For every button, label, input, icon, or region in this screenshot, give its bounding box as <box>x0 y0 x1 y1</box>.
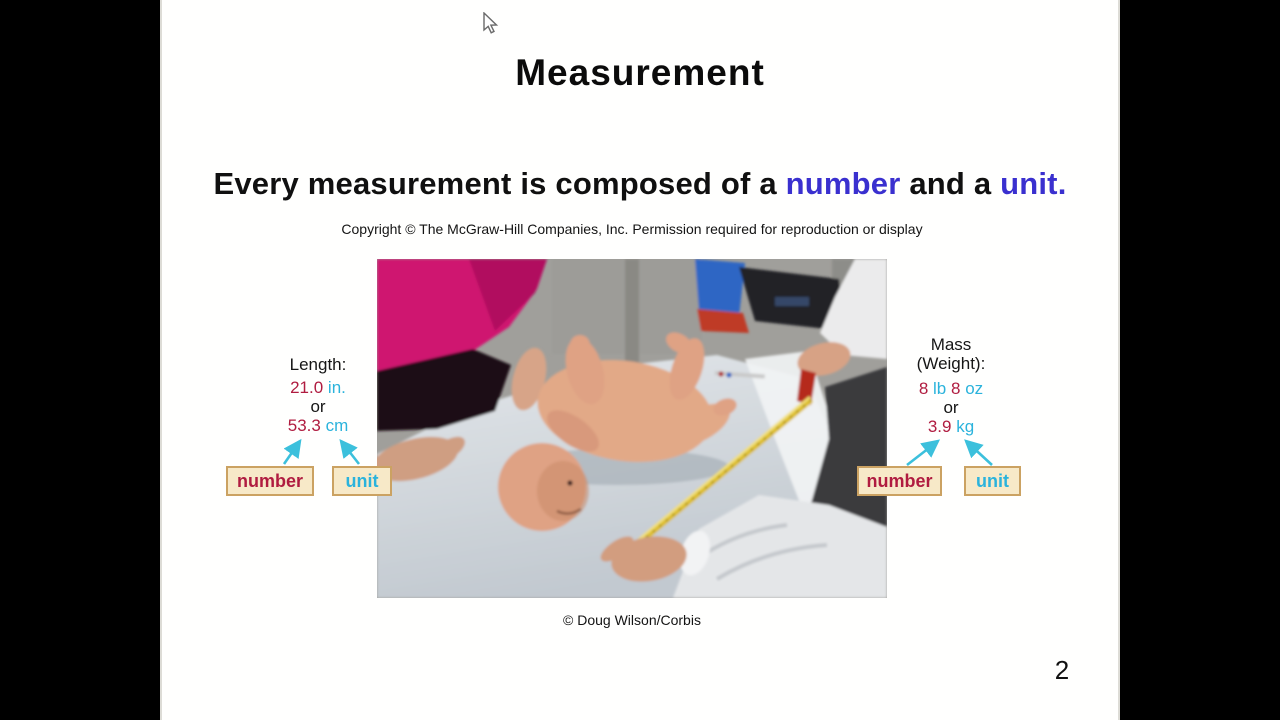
presentation-slide[interactable] <box>160 0 1120 720</box>
mass-or: or <box>943 398 959 417</box>
length-unit-in: in. <box>327 378 346 397</box>
mass-value-lb-oz <box>871 379 1031 398</box>
copyright-line: Copyright © The McGraw-Hill Companies, Inc. Permission required for reproduction or display <box>341 221 923 237</box>
length-number-box: number <box>226 466 314 496</box>
mass-unit-box: unit <box>964 466 1021 496</box>
slide-subtitle <box>162 166 1118 202</box>
arrow-left-number <box>284 441 300 464</box>
length-unit-cm: cm <box>325 416 349 435</box>
length-value-cm <box>238 416 398 435</box>
length-or: or <box>310 397 326 416</box>
baby-measurement-illustration <box>377 259 887 598</box>
subtitle-unit-word: unit. <box>1000 166 1067 201</box>
mass-number-oz: 8 <box>951 379 961 398</box>
subtitle-text-2: and a <box>900 166 1001 201</box>
arrow-right-number <box>907 441 938 465</box>
length-label: Length: <box>289 355 347 374</box>
mass-number-box: number <box>857 466 942 496</box>
subtitle-text-1: Every measurement is composed of a <box>213 166 786 201</box>
arrow-left-unit <box>341 441 359 464</box>
mass-annotation <box>871 335 1031 436</box>
slide-page-number: 2 <box>1054 655 1070 685</box>
mouse-cursor <box>482 12 500 36</box>
measurement-photo <box>377 259 887 598</box>
mass-number-kg: 3.9 <box>927 417 952 436</box>
mass-unit-oz: oz <box>965 379 984 398</box>
arrow-right-unit <box>966 441 992 465</box>
length-annotation <box>238 355 398 435</box>
mass-number-lb: 8 <box>918 379 929 398</box>
mass-unit-lb: lb <box>933 379 947 398</box>
mass-unit-kg: kg <box>956 417 975 436</box>
mass-value-kg <box>871 417 1031 436</box>
length-number-cm: 53.3 <box>287 416 321 435</box>
subtitle-number-word: number <box>785 166 901 201</box>
photo-credit-caption: © Doug Wilson/Corbis <box>563 612 701 628</box>
mass-label-line1: Mass <box>930 335 972 354</box>
length-value-inches <box>238 378 398 397</box>
length-number-in: 21.0 <box>290 378 324 397</box>
length-unit-box: unit <box>332 466 392 496</box>
slide-title: Measurement <box>515 52 765 93</box>
mass-label-line2: (Weight): <box>916 354 986 373</box>
